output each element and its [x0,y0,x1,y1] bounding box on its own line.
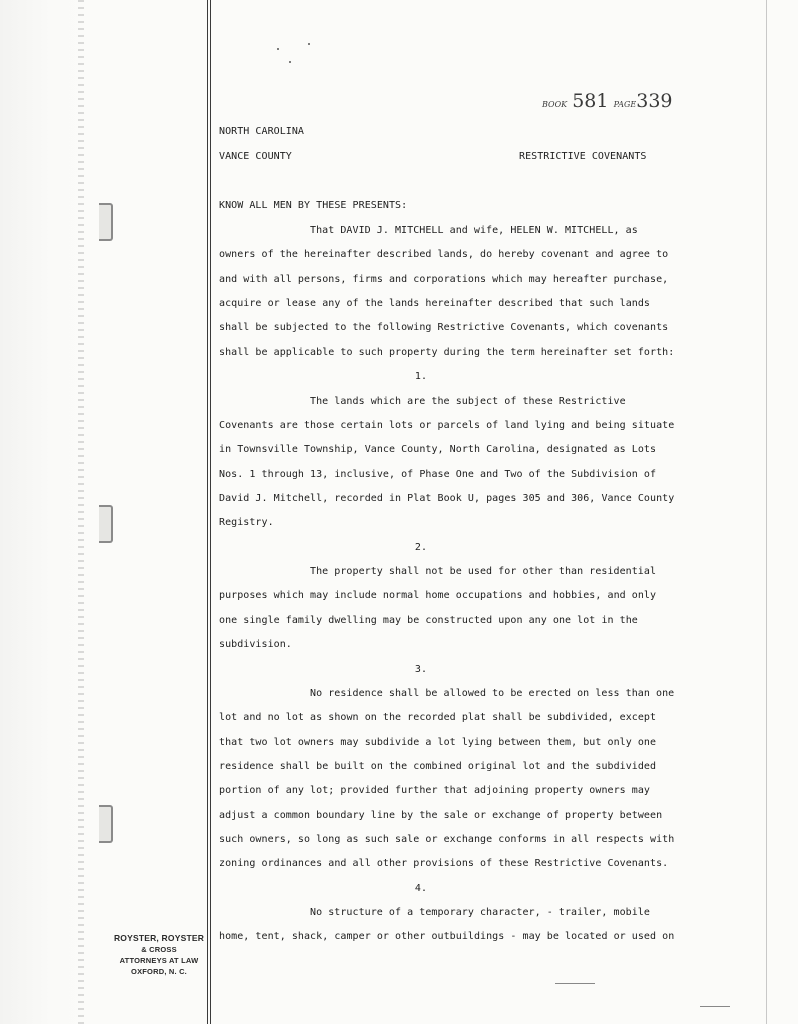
scan-artifact-line [555,983,595,984]
scan-artifact-line [700,1006,730,1007]
header-county: VANCE COUNTY [219,151,292,162]
section-line: home, tent, shack, camper or other outbuildings - may be located or used on [219,931,675,942]
staple-mark-middle [99,505,113,543]
margin-rule-outer [207,0,208,1024]
section-line: purposes which may include normal home occupations and hobbies, and only [219,590,657,601]
section-line: subdivision. [219,639,292,650]
section-line: Covenants are those certain lots or parcels of land lying and being situate [219,420,675,431]
section-line: The lands which are the subject of these Restrictive [310,396,626,407]
document-title: RESTRICTIVE COVENANTS [519,151,647,162]
book-page-stamp [542,90,673,112]
book-label: BOOK [542,100,568,109]
firm-name: ROYSTER, ROYSTER [113,933,205,943]
section-line: lot and no lot as shown on the recorded plat shall be subdivided, except [219,712,657,723]
section-line: zoning ordinances and all other provisions of these Restrictive Covenants. [219,858,669,869]
scan-speck [289,61,291,63]
firm-descriptor: ATTORNEYS AT LAW [119,956,199,965]
preamble-line: shall be subjected to the following Restrictive Covenants, which covenants [219,322,669,333]
section-line: No structure of a temporary character, - trailer, mobile [310,907,650,918]
header-state: NORTH CAROLINA [219,126,304,137]
section-line: adjust a common boundary line by the sale or exchange of property between [219,810,663,821]
section-number: 2. [414,542,428,553]
firm-location: OXFORD, N. C. [131,967,187,976]
section-line: No residence shall be allowed to be erected on less than one [310,688,675,699]
section-line: such owners, so long as such sale or exchange conforms in all respects with [219,834,675,845]
staple-mark-top [99,203,113,241]
section-line: The property shall not be used for other than residential [310,566,657,577]
section-number: 1. [414,371,428,382]
section-line: residence shall be built on the combined original lot and the subdivided [219,761,657,772]
section-number: 3. [414,664,428,675]
scan-speck [277,48,279,50]
section-line: portion of any lot; provided further that adjoining property owners may [219,785,651,796]
preamble-line: and with all persons, firms and corporations which may hereafter purchase, [219,274,669,285]
section-line: one single family dwelling may be constructed upon any one lot in the [219,615,638,626]
scan-perforation [78,0,84,1024]
section-line: in Townsville Township, Vance County, North Carolina, designated as Lots [219,444,657,455]
section-line: Registry. [219,517,274,528]
section-line: that two lot owners may subdivide a lot lying between them, but only one [219,737,657,748]
margin-rule-inner [210,0,211,1024]
page-number: 339 [636,90,673,112]
section-line: Nos. 1 through 13, inclusive, of Phase One and Two of the Subdivision of [219,469,657,480]
opening-line: KNOW ALL MEN BY THESE PRESENTS: [219,200,408,211]
right-margin-rule [766,0,767,1024]
firm-name-cont: & CROSS [141,945,177,954]
preamble-line: That DAVID J. MITCHELL and wife, HELEN W. MITCHELL, as [310,225,638,236]
staple-mark-bottom [99,805,113,843]
page-label: PAGE [613,100,637,109]
scan-binding-edge [0,0,86,1024]
preamble-line: shall be applicable to such property during the term hereinafter set forth: [219,347,675,358]
book-number: 581 [572,90,609,112]
preamble-line: owners of the hereinafter described lands, do hereby covenant and agree to [219,249,669,260]
law-firm-imprint [112,933,206,977]
scan-speck [308,43,310,45]
section-line: David J. Mitchell, recorded in Plat Book U, pages 305 and 306, Vance County [219,493,675,504]
section-number: 4. [414,883,428,894]
preamble-line: acquire or lease any of the lands hereinafter described that such lands [219,298,651,309]
